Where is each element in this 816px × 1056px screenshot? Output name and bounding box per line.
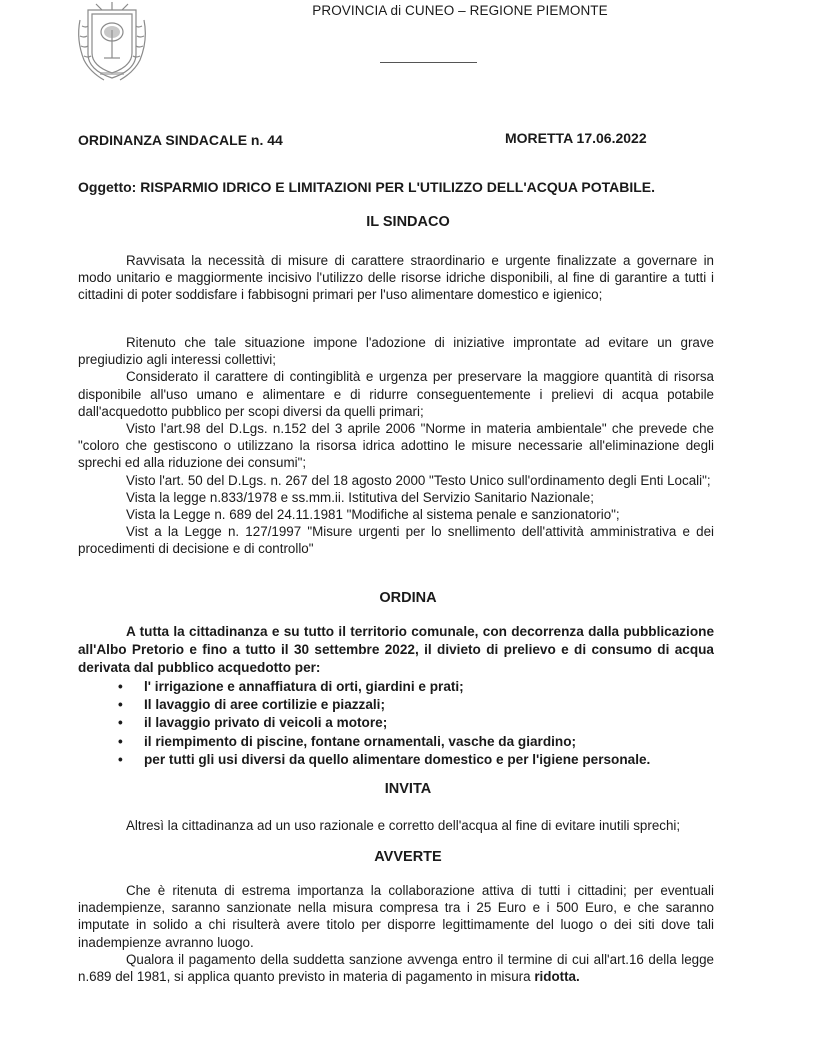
invita-heading: INVITA	[384, 781, 432, 797]
ordina-intro	[78, 623, 714, 677]
province-region-header: PROVINCIA di CUNEO – REGIONE PIEMONTE	[312, 3, 608, 18]
ridotta-emphasis: ridotta.	[534, 969, 580, 985]
list-item: • Il lavaggio di aree cortilizie e piazzali;	[118, 696, 650, 714]
ordinance-number: ORDINANZA SINDACALE n. 44	[78, 132, 283, 148]
ordinance-subject	[78, 179, 655, 195]
prohibition-list	[118, 678, 650, 769]
premises-block-1	[78, 252, 714, 304]
list-item: • per tutti gli usi diversi da quello alimentare domestico e per l'igiene personale.	[118, 751, 650, 769]
premise-paragraph: Considerato il carattere di contingiblità e urgenza per preservare la maggiore quantità di risorsa disponibile all'uso umano e alimentare e di ridurre conseguentemente i prelievi di acqua potabile dall'acquedotto pubblico per scopi diversi da quelli primari;	[78, 369, 714, 419]
ordinance-place-date: MORETTA 17.06.2022	[505, 130, 647, 146]
list-item: • il lavaggio privato di veicoli a motore;	[118, 714, 650, 732]
avverte-heading: AVVERTE	[374, 849, 442, 865]
premise-paragraph: Visto l'art. 50 del D.Lgs. n. 267 del 18 agosto 2000 "Testo Unico sull'ordinamento degli Enti Locali";	[126, 472, 711, 488]
list-item: • il riempimento di piscine, fontane ornamentali, vasche da giardino;	[118, 733, 650, 751]
municipal-coat-of-arms-icon	[74, 0, 150, 82]
avverte-block	[78, 882, 714, 985]
header-divider	[380, 62, 477, 63]
invita-text: Altresì la cittadinanza ad un uso razionale e corretto dell'acqua al fine di evitare inutili sprechi;	[126, 818, 681, 833]
premises-block-2	[78, 334, 714, 558]
subject-text: RISPARMIO IDRICO E LIMITAZIONI PER L'UTILIZZO DELL'ACQUA POTABILE.	[140, 179, 656, 195]
premise-paragraph: Visto l'art.98 del D.Lgs. n.152 del 3 aprile 2006 "Norme in materia ambientale" che prevede che "coloro che gestiscono o utilizzano la risorsa idrica adottino le misure necessarie all'eliminazione degli sprechi ed alla riduzione dei consumi";	[78, 421, 714, 471]
premise-paragraph: Vista la Legge n. 689 del 24.11.1981 "Modifiche al sistema penale e sanzionatorio";	[126, 507, 620, 523]
ordina-intro-text: A tutta la cittadinanza e su tutto il territorio comunale, con decorrenza dalla pubblicazione all'Albo Pretorio e fino a tutto il 30 settembre 2022, il divieto di prelievo e di consumo di acqua derivata dal pubblico acquedotto per:	[78, 624, 714, 675]
premise-paragraph: Ritenuto che tale situazione impone l'adozione di iniziative improntate ad evitare un grave pregiudizio agli interessi collettivi;	[78, 335, 714, 368]
premise-paragraph: Vist a la Legge n. 127/1997 "Misure urgenti per lo snellimento dell'attività amministrativa e dei procedimenti di decisione e di controllo"	[78, 524, 714, 557]
avverte-paragraph-1: Che è ritenuta di estrema importanza la collaborazione attiva di tutti i cittadini; per eventuali inadempienze, saranno sanzionate nella misura compresa tra i 25 Euro e i 500 Euro, e che saranno imputate in solido a chi risulterà avere titolo per disporre legittimamente del luogo o dei siti dove tali inadempienze avranno luogo.	[78, 883, 714, 950]
subject-label: Oggetto:	[78, 179, 137, 195]
sindaco-heading: IL SINDACO	[366, 214, 450, 230]
ordina-heading: ORDINA	[379, 590, 437, 606]
invita-block	[78, 817, 714, 834]
premise-paragraph: Vista la legge n.833/1978 e ss.mm.ii. Istitutiva del Servizio Sanitario Nazionale;	[126, 489, 594, 505]
premise-paragraph: Ravvisata la necessità di misure di carattere straordinario e urgente finalizzate a governare in modo unitario e maggiormente incisivo l'utilizzo delle risorse idriche disponibili, al fine di garantire a tutti i cittadini di poter soddisfare i fabbisogni primari per l'uso alimentare domestico e igienico;	[78, 253, 714, 303]
list-item: • l' irrigazione e annaffiatura di orti, giardini e prati;	[118, 678, 650, 696]
avverte-paragraph-2	[78, 951, 714, 985]
avverte-paragraph-2-text: Qualora il pagamento della suddetta sanzione avvenga entro il termine di cui all'art.16 della legge n.689 del 1981, si applica quanto previsto in materia di pagamento in misura	[78, 951, 714, 985]
